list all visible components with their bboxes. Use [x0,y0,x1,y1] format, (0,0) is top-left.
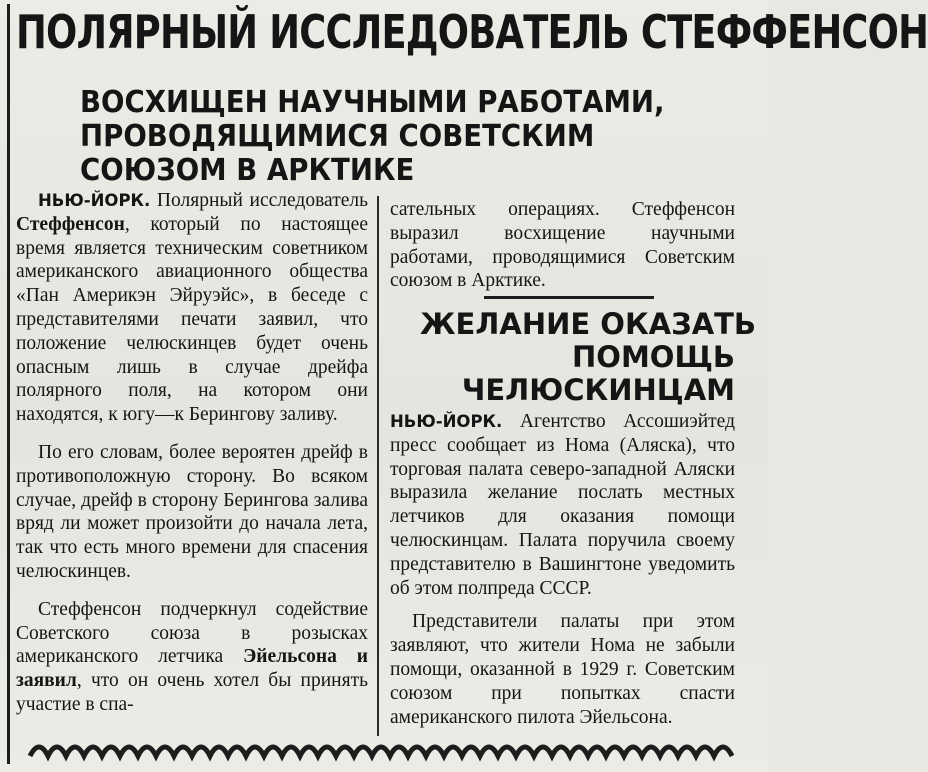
article1-text: , который по настоящее время является техническим советником американского авиационного общества «Пан Америкэн Эйруэйс», в беседе с представителями печати заявил, что положение челюскинцев будет очень опасным лишь в случае дрейфа полярного поля, на котором они находятся, к югу—к Берингову заливу. [16,213,368,426]
subheadline-line: СОЮЗОМ В АРКТИКЕ [80,153,415,188]
article1-text: Стеффенсон подчеркнул содействие Советского союза в розысках американского летчика [16,598,368,668]
column-divider [377,196,379,736]
article2-headline-line: ЧЕЛЮСКИНЦАМ [461,373,735,407]
subheadline-line: ВОСХИЩЕН НАУЧНЫМИ РАБОТАМИ, [80,85,665,120]
article2-body [390,410,735,729]
right-column [390,198,735,293]
article1-text: , что он очень хотел бы принять участие в спа- [16,670,368,715]
section-divider-rule [484,296,654,299]
article2-dateline: НЬЮ-ЙОРК. [390,412,503,431]
decorative-wave-border [30,736,750,760]
article2-paragraph-2: Представители палаты при этом заявляют, что жители Нома не забыли помощи, оказанной в 1929 г. Советским союзом при попытках спасти американского пилота Эйельсона. [390,611,735,728]
left-border-rule [7,4,10,764]
article2-paragraph-1 [390,410,735,600]
article2-text: Агентство Ассошиэйтед пресс сообщает из Нома (Аляска), что торговая палата северо-западной Аляски выразила желание послать местных летчиков для оказания помощи челюскинцам. Палата поручила своему представителю в Вашингтоне уведомить об этом полпреда СССР. [390,411,735,599]
article1-left-column [16,189,368,717]
article1-paragraph-2: По его словам, более вероятен дрейф в противоположную сторону. Во всяком случае, дрейф в сторону Берингова залива вряд ли может произойти до начала лета, так что есть много времени для спасения челюскинцев. [16,441,368,582]
article2-headline [420,307,757,407]
article1-paragraph-3 [16,598,368,717]
article1-paragraph-1 [16,189,368,427]
article1-name-steffenson: Стеффенсон [16,213,125,235]
article1-dateline: НЬЮ-ЙОРК. [38,191,151,210]
article1-continuation: сательных операциях. Стеффенсон выразил восхищение научными работами, проводящимися Советским союзом в Арктике. [390,199,735,292]
article2-headline-line: ПОМОЩЬ [572,340,735,374]
article1-name-eielson: Эйельсона и заявил [16,646,368,692]
main-headline: ПОЛЯРНЫЙ ИССЛЕДОВАТЕЛЬ СТЕФФЕНСОН [16,5,928,59]
subheadline [80,85,665,188]
subheadline-line: ПРОВОДЯЩИМИСЯ СОВЕТСКИМ [80,119,595,154]
article2-headline-line: ЖЕЛАНИЕ ОКАЗАТЬ [420,307,757,341]
article1-text: Полярный исследователь [150,190,368,211]
